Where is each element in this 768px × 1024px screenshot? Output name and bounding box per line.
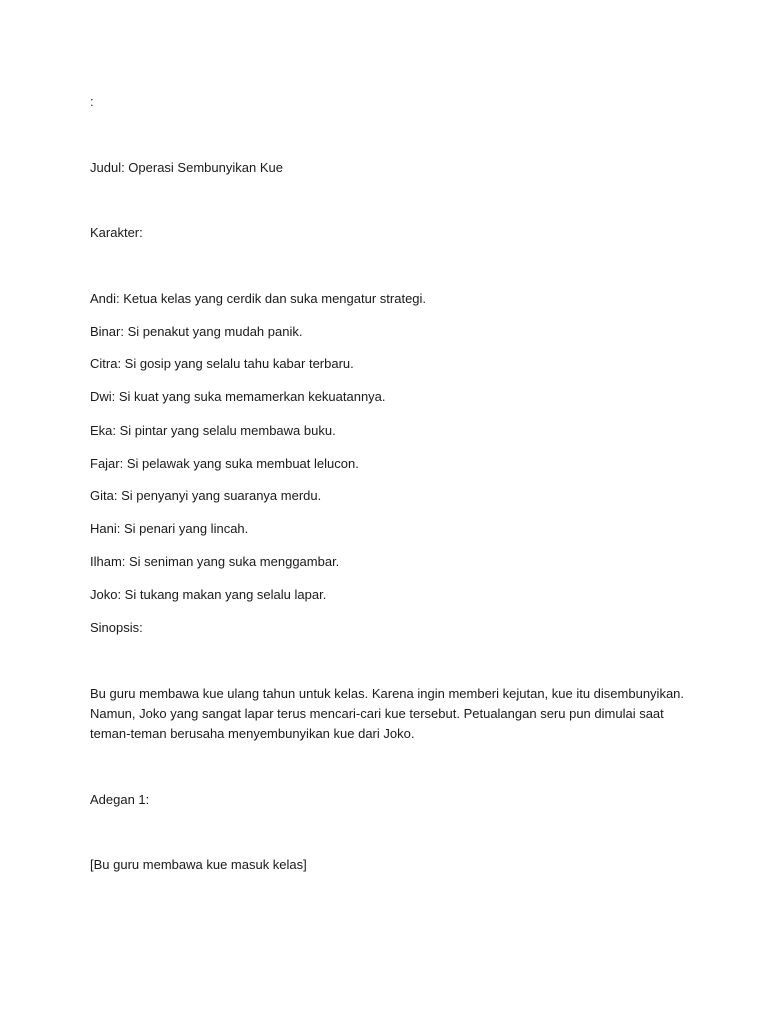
stage-direction: [Bu guru membawa kue masuk kelas]: [90, 857, 307, 872]
character-item-eka: Eka: Si pintar yang selalu membawa buku.: [90, 423, 336, 438]
colon-text: :: [90, 94, 94, 109]
character-item-hani: Hani: Si penari yang lincah.: [90, 521, 249, 536]
synopsis-line-1: Bu guru membawa kue ulang tahun untuk kelas. Karena ingin memberi kejutan, kue itu disembunyikan.: [90, 686, 685, 701]
synopsis-line-2: Namun, Joko yang sangat lapar terus mencari-cari kue tersebut. Petualangan seru pun dimulai saat: [90, 706, 664, 721]
document-title: Judul: Operasi Sembunyikan Kue: [90, 160, 283, 175]
character-item-gita: Gita: Si penyanyi yang suaranya merdu.: [90, 488, 322, 503]
synopsis-line-3: teman-teman berusaha menyembunyikan kue dari Joko.: [90, 726, 415, 741]
character-item-joko: Joko: Si tukang makan yang selalu lapar.: [90, 587, 327, 602]
character-item-ilham: Ilham: Si seniman yang suka menggambar.: [90, 554, 340, 569]
synopsis-heading: Sinopsis:: [90, 620, 143, 635]
character-item-dwi: Dwi: Si kuat yang suka memamerkan kekuatannya.: [90, 389, 386, 404]
character-item-citra: Citra: Si gosip yang selalu tahu kabar terbaru.: [90, 356, 354, 371]
character-item-fajar: Fajar: Si pelawak yang suka membuat lelucon.: [90, 456, 359, 471]
characters-heading: Karakter:: [90, 225, 143, 240]
character-item-andi: Andi: Ketua kelas yang cerdik dan suka mengatur strategi.: [90, 291, 427, 306]
scene-heading: Adegan 1:: [90, 792, 150, 807]
character-item-binar: Binar: Si penakut yang mudah panik.: [90, 324, 303, 339]
